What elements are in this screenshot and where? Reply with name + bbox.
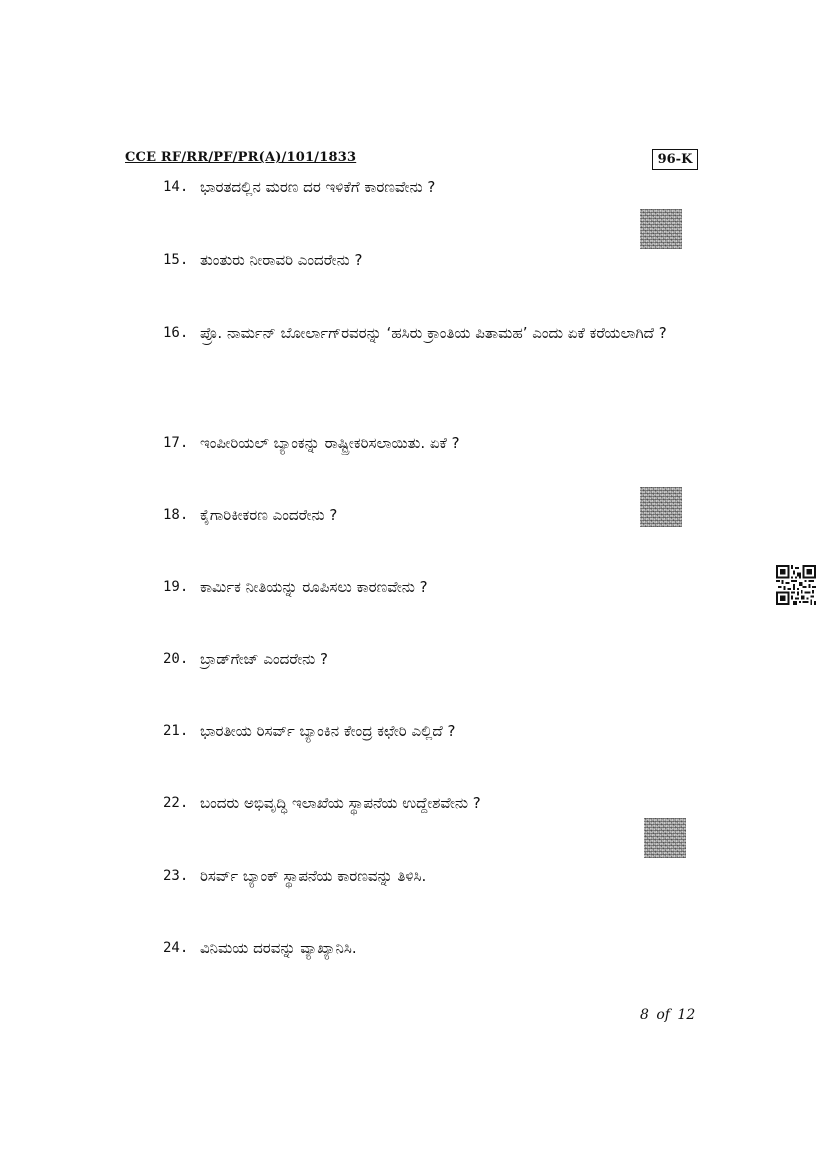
question-15 xyxy=(163,241,703,279)
question-19 xyxy=(163,568,703,606)
scan-noise-patch xyxy=(644,818,686,858)
question-number: 15. xyxy=(163,252,189,268)
question-text: ಕಾರ್ಮಿಕ ನೀತಿಯನ್ನು ರೂಪಿಸಲು ಕಾರಣವೇನು ? xyxy=(200,578,428,596)
question-18 xyxy=(163,496,703,534)
question-text: ಭಾರತೀಯ ರಿಸರ್ವ್ ಬ್ಯಾಂಕಿನ ಕೇಂದ್ರ ಕಛೇರಿ ಎಲ್ಲಿದೆ ? xyxy=(200,722,456,740)
question-number: 16. xyxy=(163,325,189,341)
question-text: ಬ್ರಾಡ್‌ಗೇಜ್ ಎಂದರೇನು ? xyxy=(200,650,329,668)
question-number: 23. xyxy=(163,868,189,884)
question-22 xyxy=(163,784,703,822)
question-text: ಪ್ರೊ. ನಾರ್ಮನ್ ಬೋರ್ಲಾಗ್‌ರವರನ್ನು ‘ಹಸಿರು ಕ್ರಾಂತಿಯ ಪಿತಾಮಹ’ ಎಂದು ಏಕೆ ಕರೆಯಲಾಗಿದೆ ? xyxy=(200,324,667,342)
scan-noise-patch xyxy=(640,209,682,249)
question-23 xyxy=(163,857,703,895)
exam-code: CCE RF/RR/PF/PR(A)/101/1833 xyxy=(125,150,357,165)
question-number: 24. xyxy=(163,940,189,956)
question-text: ರಿಸರ್ವ್ ಬ್ಯಾಂಕ್ ಸ್ಥಾಪನೆಯ ಕಾರಣವನ್ನು ತಿಳಿಸಿ. xyxy=(200,867,427,885)
question-number: 17. xyxy=(163,435,189,451)
question-17 xyxy=(163,424,703,462)
qr-code-icon xyxy=(776,565,816,605)
question-number: 22. xyxy=(163,795,189,811)
paper-code-box: 96-K xyxy=(652,149,698,170)
question-text: ಭಾರತದಲ್ಲಿನ ಮರಣ ದರ ಇಳಿಕೆಗೆ ಕಾರಣವೇನು ? xyxy=(200,178,436,196)
question-number: 18. xyxy=(163,507,189,523)
question-text: ಕೈಗಾರಿಕೀಕರಣ ಎಂದರೇನು ? xyxy=(200,506,338,524)
question-number: 21. xyxy=(163,723,189,739)
question-text: ಬಂದರು ಅಭಿವೃದ್ಧಿ ಇಲಾಖೆಯ ಸ್ಥಾಪನೆಯ ಉದ್ದೇಶವೇನು ? xyxy=(200,794,481,812)
question-number: 20. xyxy=(163,651,189,667)
question-text: ಇಂಪೀರಿಯಲ್ ಬ್ಯಾಂಕನ್ನು ರಾಷ್ಟ್ರೀಕರಿಸಲಾಯಿತು. ಏಕೆ ? xyxy=(200,434,460,452)
question-20 xyxy=(163,640,703,678)
question-24 xyxy=(163,929,703,967)
question-text: ತುಂತುರು ನೀರಾವರಿ ಎಂದರೇನು ? xyxy=(200,251,363,269)
scan-noise-patch xyxy=(640,487,682,527)
question-text: ವಿನಿಮಯ ದರವನ್ನು ವ್ಯಾಖ್ಯಾನಿಸಿ. xyxy=(200,939,357,957)
question-16 xyxy=(163,313,703,353)
page-number: 8 of 12 xyxy=(640,1007,696,1023)
question-21 xyxy=(163,712,703,750)
question-14 xyxy=(163,168,703,206)
question-number: 19. xyxy=(163,579,189,595)
question-number: 14. xyxy=(163,179,189,195)
